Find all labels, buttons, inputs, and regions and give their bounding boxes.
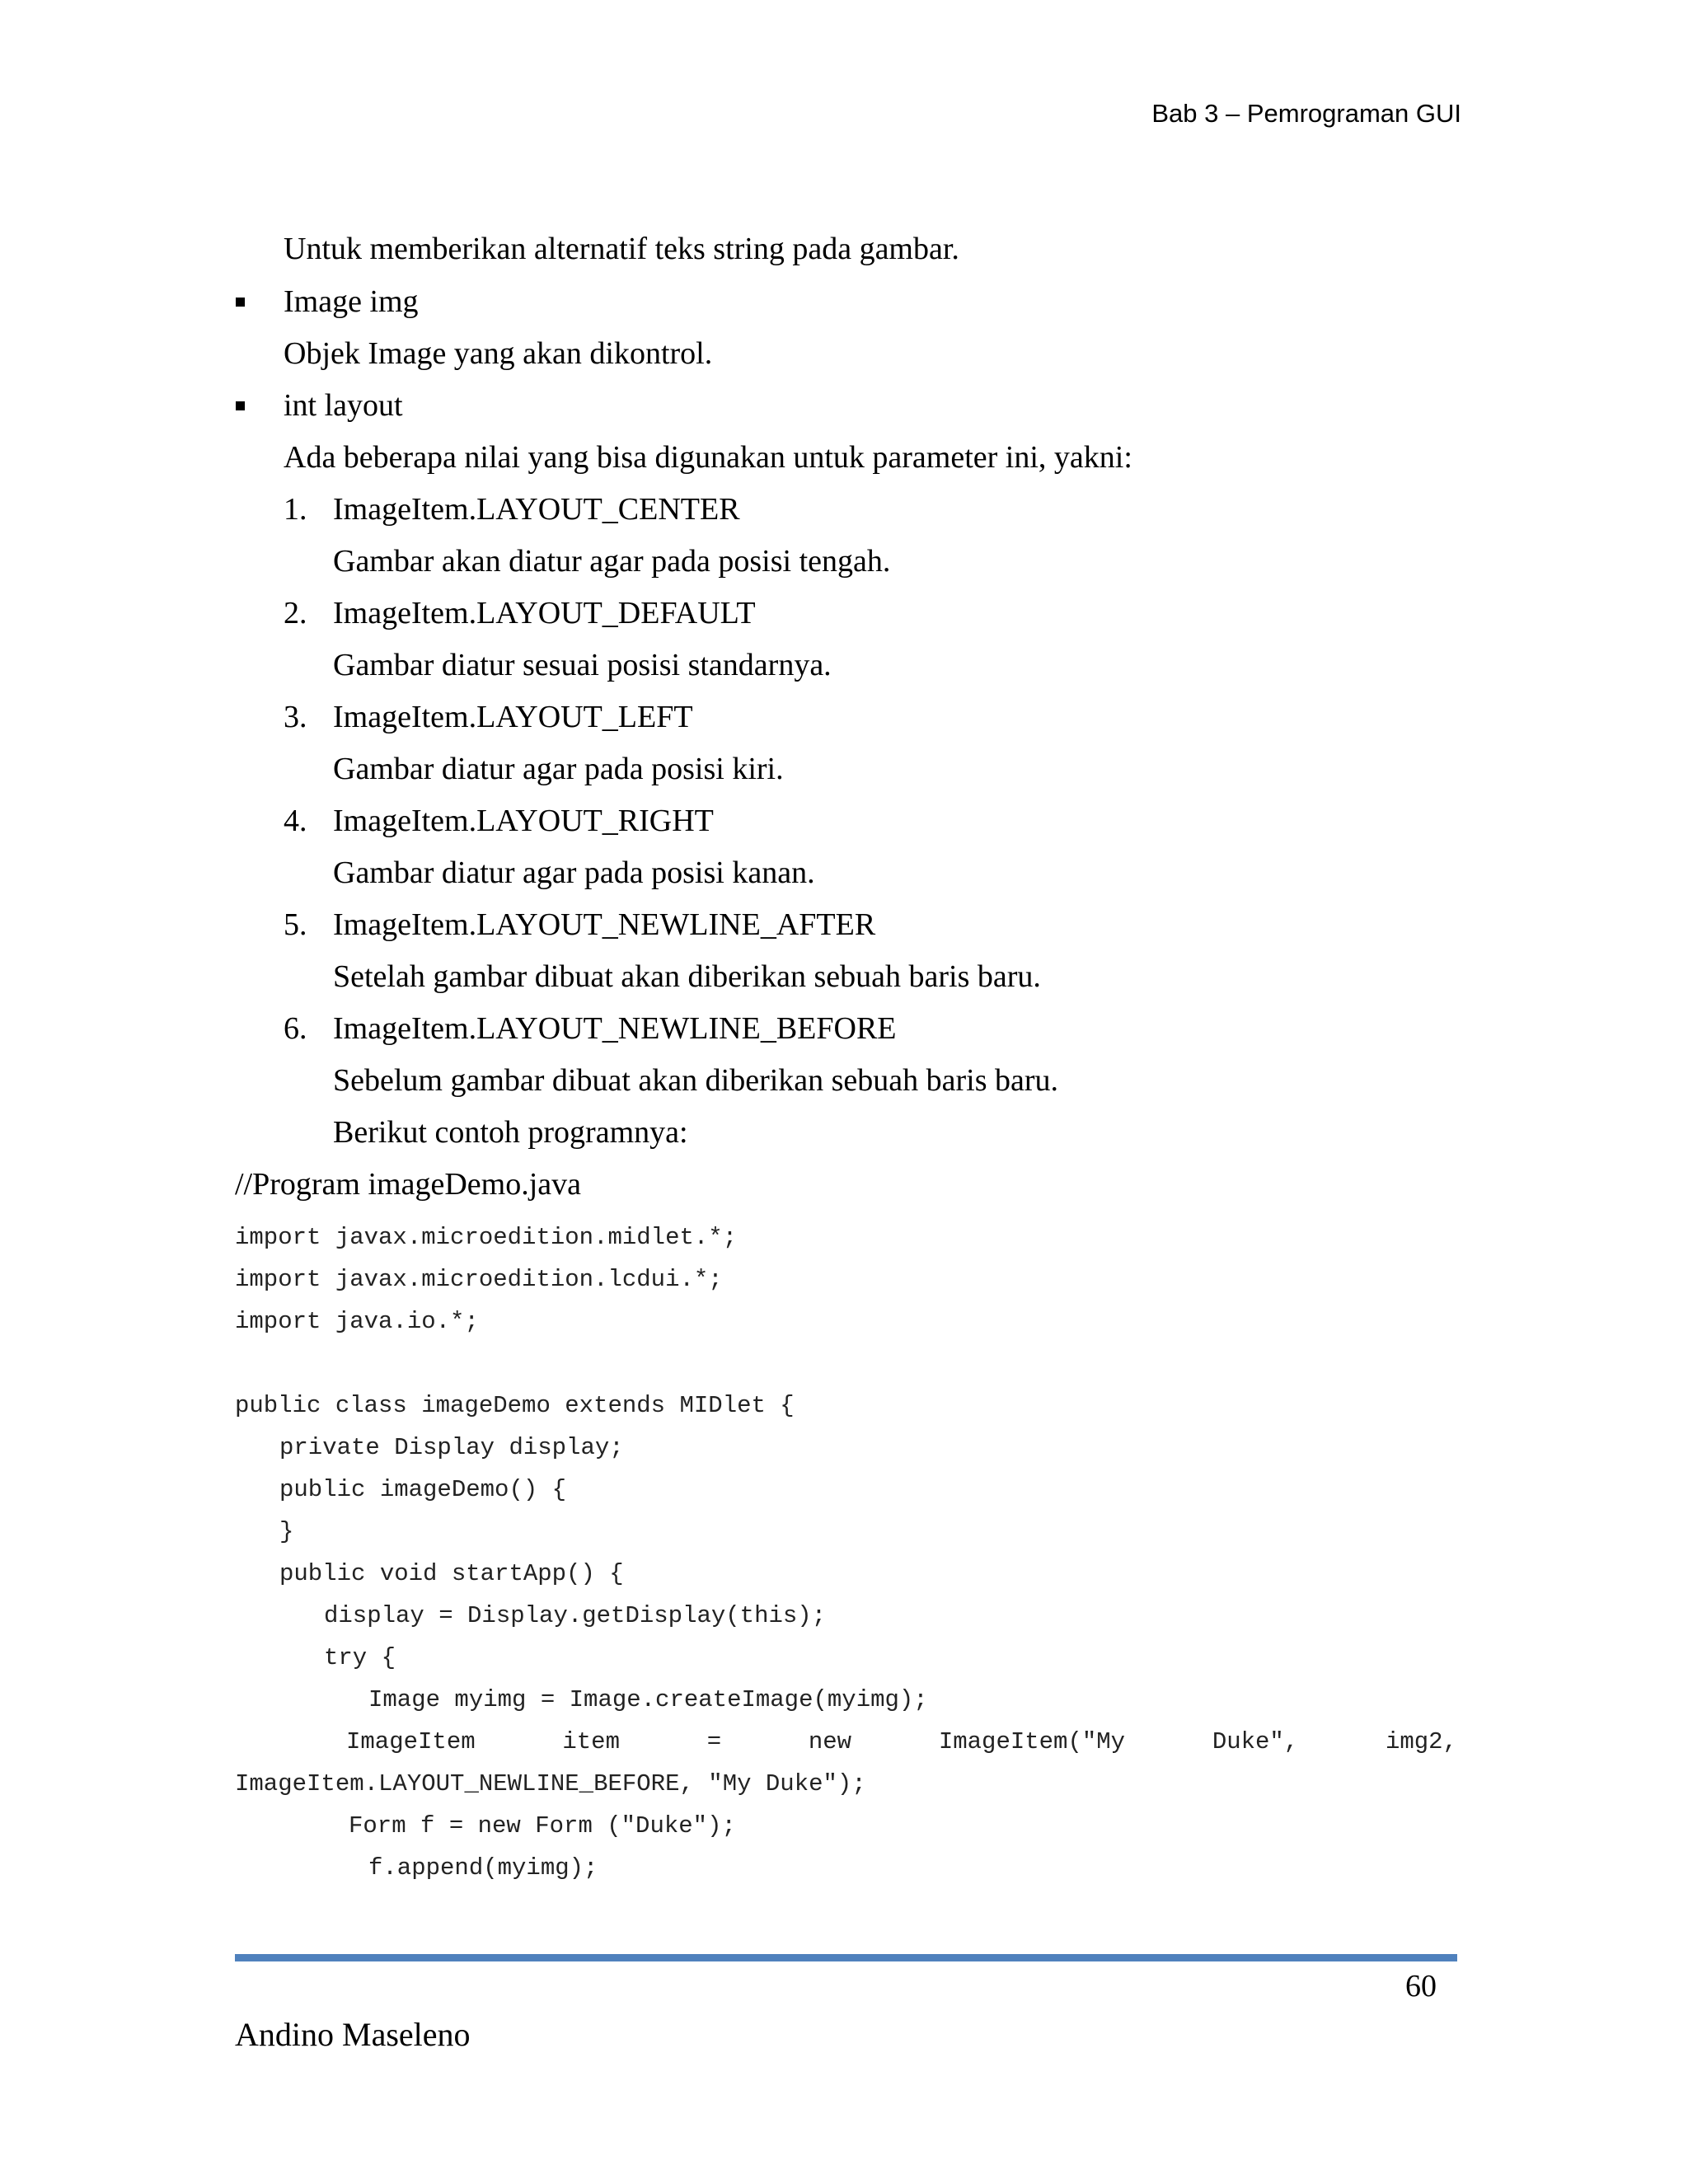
code-token: item — [562, 1728, 620, 1755]
list-item-number: 3. — [284, 700, 307, 734]
bullet-square-icon — [236, 401, 245, 410]
code-line: import java.io.*; — [235, 1308, 479, 1335]
param-image-img-description: Objek Image yang akan dikontrol. — [284, 336, 713, 371]
code-line: ImageItem.LAYOUT_NEWLINE_BEFORE, "My Duke"); — [235, 1770, 866, 1797]
list-item-layout-name: ImageItem.LAYOUT_LEFT — [333, 700, 693, 734]
code-line: Image myimg = Image.createImage(myimg); — [368, 1686, 928, 1713]
list-item-layout-description: Gambar diatur agar pada posisi kanan. — [333, 855, 815, 890]
code-line: display = Display.getDisplay(this); — [324, 1602, 827, 1629]
running-header: Bab 3 – Pemrograman GUI — [1151, 99, 1461, 128]
list-item-number: 4. — [284, 804, 307, 838]
code-line: public imageDemo() { — [279, 1476, 567, 1503]
param-int-layout-description: Ada beberapa nilai yang bisa digunakan untuk parameter ini, yakni: — [284, 440, 1132, 475]
list-item-layout-name: ImageItem.LAYOUT_CENTER — [333, 492, 740, 527]
code-token: ImageItem — [346, 1728, 476, 1755]
code-token: Duke", — [1212, 1728, 1299, 1755]
code-line: f.append(myimg); — [368, 1854, 598, 1882]
example-intro: Berikut contoh programnya: — [333, 1115, 688, 1150]
list-item-layout-description: Gambar akan diatur agar pada posisi tengah. — [333, 544, 891, 579]
program-comment: //Program imageDemo.java — [235, 1167, 581, 1202]
list-item-layout-description: Setelah gambar dibuat akan diberikan sebuah baris baru. — [333, 959, 1041, 994]
code-line: public void startApp() { — [279, 1560, 624, 1587]
code-token: = — [706, 1728, 722, 1755]
code-line: private Display display; — [279, 1434, 624, 1461]
code-token: img2, — [1385, 1728, 1457, 1755]
code-line: import javax.microedition.lcdui.*; — [235, 1266, 723, 1293]
code-line: try { — [324, 1644, 396, 1671]
page-number: 60 — [1405, 1969, 1437, 2004]
code-line: public class imageDemo extends MIDlet { — [235, 1392, 795, 1419]
code-token: ImageItem("My — [938, 1728, 1126, 1755]
code-line-justified — [346, 1728, 1457, 1755]
code-line: import javax.microedition.midlet.*; — [235, 1224, 738, 1251]
code-line: Form f = new Form ("Duke"); — [349, 1812, 736, 1840]
list-item-layout-description: Sebelum gambar dibuat akan diberikan sebuah baris baru. — [333, 1063, 1059, 1098]
list-item-number: 6. — [284, 1011, 307, 1046]
param-image-img: Image img — [284, 284, 419, 319]
code-line: } — [279, 1518, 294, 1545]
code-token: new — [808, 1728, 852, 1755]
list-item-layout-name: ImageItem.LAYOUT_NEWLINE_BEFORE — [333, 1011, 897, 1046]
alt-text-description: Untuk memberikan alternatif teks string pada gambar. — [284, 232, 959, 266]
list-item-layout-description: Gambar diatur agar pada posisi kiri. — [333, 752, 784, 786]
list-item-number: 1. — [284, 492, 307, 527]
list-item-layout-name: ImageItem.LAYOUT_DEFAULT — [333, 596, 756, 630]
list-item-layout-name: ImageItem.LAYOUT_RIGHT — [333, 804, 714, 838]
list-item-number: 2. — [284, 596, 307, 630]
param-int-layout: int layout — [284, 388, 403, 423]
footer-rule — [235, 1954, 1457, 1961]
bullet-square-icon — [236, 298, 245, 307]
list-item-layout-description: Gambar diatur sesuai posisi standarnya. — [333, 648, 832, 682]
list-item-number: 5. — [284, 907, 307, 942]
author-name: Andino Maseleno — [235, 2016, 471, 2053]
list-item-layout-name: ImageItem.LAYOUT_NEWLINE_AFTER — [333, 907, 876, 942]
